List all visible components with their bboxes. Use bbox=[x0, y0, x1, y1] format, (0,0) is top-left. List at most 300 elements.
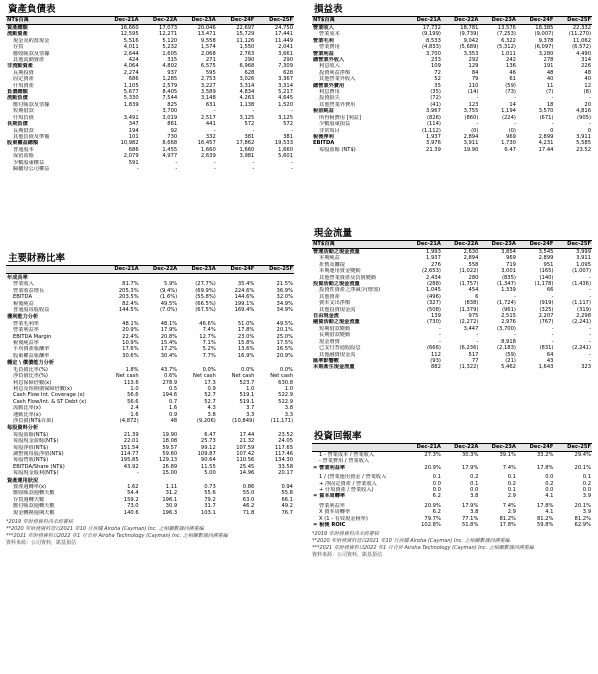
cell-value: 6,322 bbox=[501, 37, 516, 44]
row-label: 投資損失 bbox=[319, 95, 340, 102]
cell-value: - bbox=[439, 325, 441, 332]
cell-value: - bbox=[551, 121, 554, 128]
cell-value bbox=[178, 313, 217, 320]
row-label: 利息保障倍數(x) bbox=[13, 379, 52, 386]
row-label: 每股淨值(NT$) bbox=[13, 444, 49, 451]
cell-value: 52.7 bbox=[204, 392, 216, 399]
cell-value: (0) bbox=[508, 127, 516, 134]
cell-value: 1,138 bbox=[239, 101, 255, 108]
cell-value: 52.7 bbox=[204, 398, 216, 405]
roic-notes bbox=[312, 531, 592, 559]
cell-value: 0.86 bbox=[242, 484, 255, 490]
cell-value: 271 bbox=[205, 57, 216, 64]
row-label: 流動比率(x) bbox=[13, 405, 41, 412]
cell-value: 1,730 bbox=[501, 140, 516, 147]
cell-value: 4,816 bbox=[576, 108, 591, 115]
cell-value: 14 bbox=[509, 101, 516, 108]
cell-value: 13,576 bbox=[497, 25, 516, 31]
cell-value: 12,595 bbox=[120, 31, 139, 38]
cell-value: 1,520 bbox=[278, 101, 293, 108]
cell-value: 31.7 bbox=[204, 503, 216, 510]
cell-value: 51.0% bbox=[237, 320, 255, 327]
cell-value: 102.8% bbox=[421, 522, 441, 529]
footnote: **2020 年財務資料皆以2021 年10 月併購 Airoha (Cayman) Inc. 之相關數據回溯重編 bbox=[312, 538, 510, 545]
cell-value: 43 bbox=[546, 357, 554, 364]
cell-value: 1,660 bbox=[239, 146, 255, 153]
cell-value: 1.0 bbox=[130, 385, 139, 392]
cell-value: (6,236) bbox=[459, 345, 479, 352]
cell-value: 10,982 bbox=[120, 140, 139, 147]
cell-value bbox=[217, 274, 256, 282]
cell-value bbox=[101, 274, 140, 282]
cell-value: 17.6% bbox=[122, 346, 139, 353]
cell-value: 34.9% bbox=[276, 300, 293, 307]
cell-value: 29.4% bbox=[574, 452, 591, 458]
cell-value: 24.05 bbox=[278, 438, 293, 445]
cell-value: 3,976 bbox=[426, 140, 441, 147]
row-label: Cash Flow Int. Coverage (x) bbox=[13, 392, 85, 399]
row-label: 1 - 營業成本 / 營業收入 bbox=[319, 452, 375, 458]
row-label: 本期產生現金流量 bbox=[313, 364, 355, 371]
cell-value: 117.65 bbox=[274, 444, 293, 451]
cell-value: 0.2 bbox=[470, 474, 479, 481]
column-header: Dec-24F bbox=[217, 266, 256, 274]
cell-value: 33.2% bbox=[536, 452, 554, 458]
row-label: 稅後純益 bbox=[13, 300, 34, 307]
cell-value: 20.9% bbox=[122, 327, 139, 334]
cell-value: 72 bbox=[434, 69, 441, 76]
cell-value bbox=[178, 477, 217, 484]
row-label: 本期純益 bbox=[319, 255, 340, 262]
row-label: 應收帳款及票據 bbox=[13, 50, 50, 57]
column-header: Dec-24F bbox=[517, 17, 555, 25]
cell-value: 0.0 bbox=[545, 487, 554, 494]
cell-value: (1,117) bbox=[572, 300, 591, 307]
cell-value: 686 bbox=[128, 146, 139, 153]
cell-value: 5,585 bbox=[576, 140, 591, 147]
cell-value: 3,911 bbox=[576, 255, 591, 262]
cell-value: 20.1% bbox=[276, 327, 293, 334]
cell-value: 242 bbox=[506, 57, 516, 64]
cell-value: 591 bbox=[128, 159, 139, 166]
cell-value: 3,911 bbox=[463, 140, 479, 147]
cell-value: 1,194 bbox=[501, 108, 516, 115]
cell-value bbox=[140, 477, 179, 484]
column-header: Dec-21A bbox=[404, 444, 442, 452]
cell-value: 0.1 bbox=[432, 474, 441, 481]
cell-value: 381 bbox=[244, 133, 255, 140]
cell-value: 3,001 bbox=[501, 268, 516, 275]
cell-value: - bbox=[291, 159, 293, 166]
cell-value bbox=[255, 274, 294, 282]
cell-value: 3,755 bbox=[463, 108, 479, 115]
row-label: 應收帳款週轉天數 bbox=[13, 490, 55, 497]
balance-sheet-table bbox=[6, 17, 294, 172]
cell-value: (831) bbox=[539, 345, 554, 352]
column-header: Dec-22A bbox=[140, 17, 179, 25]
cash-flow-table bbox=[312, 241, 592, 371]
cell-value: - bbox=[476, 95, 479, 102]
cell-value: 19.90 bbox=[162, 431, 178, 438]
cell-value bbox=[140, 313, 179, 320]
row-label: 現金及約當現金 bbox=[13, 37, 50, 44]
cell-value: 49.2 bbox=[281, 503, 293, 510]
cell-value: 33.58 bbox=[278, 463, 293, 470]
cell-value: 332 bbox=[205, 133, 216, 140]
cell-value: 0.9 bbox=[207, 385, 216, 392]
cell-value: - bbox=[136, 165, 139, 172]
cell-value: 136 bbox=[506, 63, 516, 70]
cell-value: - bbox=[551, 293, 554, 300]
cell-value: 686 bbox=[128, 76, 139, 83]
row-label: X (1 - 有效現金稅率) bbox=[319, 515, 368, 522]
row-label: = 資本周轉率 bbox=[313, 493, 346, 500]
cell-value: 6 bbox=[475, 293, 479, 300]
cell-value: 8,668 bbox=[162, 140, 178, 147]
column-header: Dec-24F bbox=[517, 444, 555, 452]
row-label: 長期投資 bbox=[13, 69, 34, 76]
cell-value: 5,516 bbox=[123, 37, 139, 44]
row-label: 1 / (營業運用資金 / 營業收入 bbox=[319, 474, 387, 481]
cell-value: 109 bbox=[431, 63, 441, 70]
cell-value: - bbox=[136, 470, 139, 477]
cell-value: 5,120 bbox=[162, 37, 178, 44]
row-label: 融資活動之現金流量 bbox=[313, 319, 360, 326]
unit-header: NT$百萬 bbox=[312, 17, 404, 25]
cell-value: Net cash bbox=[115, 373, 139, 380]
cell-value: 195.85 bbox=[120, 457, 139, 464]
cell-value: (6,572) bbox=[572, 44, 591, 51]
cell-value: 20.1% bbox=[574, 464, 591, 471]
cell-value: 7.4% bbox=[502, 502, 516, 509]
cell-value: 4,011 bbox=[123, 44, 139, 51]
cell-value: - bbox=[291, 108, 293, 115]
cell-value: 22.4% bbox=[122, 333, 139, 340]
cell-value: - bbox=[476, 338, 479, 345]
cell-value: 6.2 bbox=[432, 493, 441, 500]
cell-value: 1,455 bbox=[162, 146, 178, 153]
cell-value bbox=[140, 274, 179, 282]
table-row bbox=[312, 522, 592, 528]
cell-value: 3,661 bbox=[278, 50, 293, 57]
cell-value: (826) bbox=[426, 114, 441, 121]
income-statement-table bbox=[312, 17, 592, 153]
row-label: 什項負債 bbox=[13, 114, 34, 121]
cell-value: 314 bbox=[581, 57, 591, 64]
cell-value: 21.32 bbox=[239, 438, 255, 445]
cell-value: 11,062 bbox=[572, 37, 591, 44]
cell-value: 0.2 bbox=[545, 480, 554, 487]
cell-value: 276 bbox=[431, 261, 441, 268]
cell-value: 523.7 bbox=[239, 379, 255, 386]
cell-value: 14.96 bbox=[239, 470, 255, 477]
cell-value: 25.0% bbox=[276, 333, 293, 340]
column-header: Dec-22A bbox=[442, 444, 480, 452]
cell-value: 0.0 bbox=[582, 487, 591, 494]
cell-value: 5,601 bbox=[278, 153, 293, 160]
cell-value: 3,125 bbox=[278, 114, 293, 121]
cell-value bbox=[140, 359, 179, 366]
cell-value: 23.52 bbox=[576, 146, 591, 153]
cell-value: 522.9 bbox=[278, 392, 293, 399]
cell-value: 99.12 bbox=[200, 444, 216, 451]
cell-value: 23.52 bbox=[278, 431, 293, 438]
cell-value: 4,231 bbox=[538, 140, 554, 147]
cell-value: 30.3% bbox=[461, 452, 479, 458]
row-label: 營業收入 bbox=[13, 281, 34, 288]
row-label: 營業成本 bbox=[319, 31, 340, 38]
cell-value: 2,976 bbox=[501, 319, 516, 326]
cell-value: (9,007) bbox=[534, 31, 554, 38]
cell-value: Net cash bbox=[270, 373, 293, 380]
cell-value: 2,298 bbox=[576, 313, 591, 320]
cell-value: 40 bbox=[584, 76, 591, 83]
cell-value: 7,544 bbox=[162, 95, 178, 102]
row-label: 營業利益 bbox=[313, 50, 334, 57]
cell-value: 34.9% bbox=[276, 307, 293, 314]
cell-value: (55.8%) bbox=[195, 294, 216, 301]
row-label: 其他資產 bbox=[319, 293, 340, 300]
cell-value: 17,441 bbox=[274, 31, 293, 38]
row-label: 非常項目 bbox=[319, 127, 340, 134]
row-label: EBITDA bbox=[13, 294, 32, 301]
cell-value: 0.73 bbox=[204, 484, 216, 490]
row-label: 應付帳款週轉天數 bbox=[13, 503, 55, 510]
cell-value: (7.0%) bbox=[159, 307, 178, 314]
cell-value: 15.4% bbox=[160, 340, 178, 347]
cell-value: 20,046 bbox=[197, 25, 216, 31]
row-label: 所得稅費用 [利益] bbox=[319, 114, 362, 121]
cell-value: (11,171) bbox=[270, 417, 293, 424]
roic-table bbox=[312, 444, 592, 528]
cell-value: 1,095 bbox=[576, 261, 591, 268]
cell-value: 9,042 bbox=[463, 37, 479, 44]
column-header: Dec-23A bbox=[178, 266, 217, 274]
column-header: Dec-25F bbox=[255, 266, 294, 274]
row-label: 每股現金股利(NT$) bbox=[13, 470, 59, 477]
cell-value: 381 bbox=[283, 133, 293, 140]
table-row bbox=[6, 313, 294, 320]
row-label: 速動比率(x) bbox=[13, 411, 41, 418]
cell-value: 0.0 bbox=[432, 487, 441, 494]
cell-value: (5,689) bbox=[459, 44, 479, 51]
row-label: 淨負債(NT$百萬) bbox=[13, 417, 54, 424]
financial-ratios-notes bbox=[6, 519, 294, 547]
cell-value: 5,677 bbox=[123, 89, 139, 96]
cell-value: 2,207 bbox=[538, 313, 554, 320]
cell-value: 0.0% bbox=[279, 366, 293, 373]
table-row bbox=[312, 249, 592, 256]
row-label: 每股資料分析 bbox=[7, 425, 39, 432]
cell-value: (224) bbox=[501, 114, 516, 121]
cell-value: 730 bbox=[167, 133, 178, 140]
cell-value: (327) bbox=[426, 300, 441, 307]
cell-value: 0.0 bbox=[470, 487, 479, 494]
row-label: 平均資產報酬率 bbox=[13, 346, 50, 353]
roic-title: 投資回報率 bbox=[312, 431, 592, 444]
cell-value: 20.9% bbox=[276, 352, 293, 359]
roic-panel bbox=[312, 431, 592, 559]
cell-value: 0 bbox=[587, 127, 591, 134]
cell-value: 2,579 bbox=[162, 82, 178, 89]
cell-value: 79.2 bbox=[204, 496, 216, 503]
row-label: 存貨 bbox=[13, 44, 24, 51]
table-header-row bbox=[6, 266, 294, 274]
cell-value: 1.11 bbox=[165, 484, 178, 490]
row-label: X 資本周轉率 bbox=[319, 509, 351, 516]
cell-value: 49.5% bbox=[276, 320, 293, 327]
cell-value: 113.6 bbox=[123, 379, 139, 386]
cell-value: 441 bbox=[205, 121, 216, 128]
cell-value: 1,285 bbox=[162, 76, 178, 83]
cell-value: (72) bbox=[430, 95, 441, 102]
cell-value: 49.5% bbox=[160, 300, 178, 307]
cell-value: 90.64 bbox=[200, 457, 216, 464]
cell-value: (21) bbox=[505, 357, 516, 364]
cell-value: 969 bbox=[506, 133, 516, 140]
cell-value: (93) bbox=[430, 357, 441, 364]
cell-value: 3,314 bbox=[239, 82, 255, 89]
cell-value: 110 bbox=[468, 82, 479, 89]
cell-value: 825 bbox=[167, 101, 178, 108]
row-label: 投資利益淨額 bbox=[319, 69, 351, 76]
cell-value: - bbox=[589, 287, 591, 294]
cell-value: 3,700 bbox=[162, 108, 178, 115]
unit-header: NT$百萬 bbox=[6, 17, 101, 25]
cell-value: - bbox=[589, 121, 591, 128]
cell-value: 951 bbox=[543, 261, 554, 268]
cell-value bbox=[217, 424, 256, 431]
cell-value: 2,894 bbox=[463, 255, 479, 262]
unit-header bbox=[312, 444, 404, 452]
row-label: 利息費用 bbox=[319, 89, 340, 96]
cell-value bbox=[140, 424, 179, 431]
cell-value: 3.8 bbox=[470, 509, 479, 516]
cell-value: 3,148 bbox=[200, 95, 216, 102]
row-label: 投資性資產之淨減少(增加) bbox=[319, 287, 381, 294]
row-label: 淨負債比率(%) bbox=[13, 373, 48, 380]
row-label: 普通股本 bbox=[13, 146, 34, 153]
cell-value: 4,802 bbox=[162, 63, 178, 70]
cell-value: 1,660 bbox=[278, 146, 293, 153]
footnote: *2019 年財務資料尚未經審核 bbox=[6, 519, 73, 526]
cell-value: 4.1 bbox=[545, 493, 554, 500]
column-header: Dec-23A bbox=[479, 444, 517, 452]
cell-value: - bbox=[213, 159, 216, 166]
cell-value: 31.2 bbox=[165, 490, 178, 497]
cell-value: (165) bbox=[539, 268, 554, 275]
cell-value: 109.87 bbox=[197, 450, 216, 457]
cell-value: 0.0% bbox=[202, 366, 216, 373]
cell-value: 107.59 bbox=[236, 444, 255, 451]
row-label: 稅後純益率 bbox=[13, 340, 39, 347]
source-note: 資料來源：公司資料，凱基預估 bbox=[6, 540, 77, 547]
cell-value: 2,079 bbox=[123, 153, 139, 160]
cell-value: 25.45 bbox=[239, 463, 255, 470]
cell-value: 4.1 bbox=[545, 509, 554, 516]
cell-value: 969 bbox=[506, 255, 516, 262]
cell-value: 151.54 bbox=[120, 444, 139, 451]
table-row bbox=[6, 477, 294, 484]
cell-value: 48.1% bbox=[160, 320, 178, 327]
cell-value: 43.7% bbox=[160, 366, 178, 373]
cell-value: (27.7%) bbox=[195, 281, 216, 288]
cash-flow-title: 現金流量 bbox=[312, 228, 592, 241]
cell-value: - bbox=[551, 325, 554, 332]
cell-value: 226 bbox=[581, 63, 591, 70]
cell-value: 2,899 bbox=[538, 255, 554, 262]
cell-value: 144.5% bbox=[118, 307, 139, 314]
row-label: EBITDA bbox=[313, 140, 335, 147]
cell-value: 18.08 bbox=[162, 438, 178, 445]
cell-value: 3,700 bbox=[426, 50, 441, 57]
cell-value: 117.46 bbox=[274, 450, 293, 457]
cell-value: 19,533 bbox=[274, 140, 293, 147]
cell-value: 17,732 bbox=[422, 25, 441, 31]
cell-value: - bbox=[514, 95, 516, 102]
cell-value: 17.8% bbox=[536, 464, 554, 471]
cell-value: 11,126 bbox=[236, 37, 255, 44]
column-header: Dec-23A bbox=[178, 17, 217, 25]
cell-value: 112 bbox=[431, 351, 441, 358]
cell-value: 1.0 bbox=[284, 385, 293, 392]
cell-value: - bbox=[175, 165, 178, 172]
cell-value: 11.55 bbox=[200, 463, 216, 470]
cell-value: 48.1% bbox=[122, 320, 139, 327]
cell-value: 3,125 bbox=[239, 114, 255, 121]
cell-value: 3,981 bbox=[239, 153, 255, 160]
cash-flow-panel bbox=[312, 228, 592, 371]
cell-value: 114.77 bbox=[120, 450, 139, 457]
cell-value: 56.6 bbox=[127, 398, 139, 405]
cell-value: 103.1 bbox=[200, 509, 216, 516]
row-label: 資產運用狀況 bbox=[7, 477, 39, 484]
cell-value: 2.4 bbox=[130, 405, 139, 412]
footnote: *2019 年財務資料尚未經審核 bbox=[312, 531, 379, 538]
cell-value: 595 bbox=[205, 69, 216, 76]
cell-value: (1,022) bbox=[459, 268, 479, 275]
row-label: 負債總額 bbox=[7, 89, 28, 96]
cell-value: (73) bbox=[505, 89, 516, 96]
cell-value: - bbox=[551, 95, 554, 102]
cell-value: (14) bbox=[467, 89, 479, 96]
row-label: 匯率影響數 bbox=[313, 357, 339, 364]
row-label: 利息收入 bbox=[319, 63, 340, 70]
cell-value: (69.9%) bbox=[195, 287, 216, 294]
table-row bbox=[6, 274, 294, 282]
row-label: 每股現金盈餘(NT$) bbox=[13, 438, 59, 445]
cell-value: (4,872) bbox=[119, 417, 139, 424]
cell-value: - bbox=[252, 165, 255, 172]
cell-value: - bbox=[213, 165, 216, 172]
row-label: 營業利益率 bbox=[13, 327, 39, 334]
cell-value: 194.6 bbox=[162, 392, 178, 399]
cell-value: (961) bbox=[501, 306, 516, 313]
table-row bbox=[312, 25, 592, 32]
cell-value: 52 bbox=[434, 76, 441, 83]
cell-value: 17.8% bbox=[237, 327, 255, 334]
cell-value: 3,026 bbox=[239, 76, 255, 83]
cell-value: 3,967 bbox=[426, 108, 441, 115]
cell-value: 0 bbox=[550, 127, 554, 134]
table-row bbox=[312, 147, 592, 153]
cell-value: - bbox=[439, 338, 441, 345]
cell-value: 1,605 bbox=[162, 50, 178, 57]
cell-value: (838) bbox=[464, 300, 479, 307]
cell-value: 139 bbox=[431, 313, 441, 320]
column-header: Dec-24F bbox=[217, 17, 256, 25]
column-header: Dec-23A bbox=[479, 241, 517, 249]
